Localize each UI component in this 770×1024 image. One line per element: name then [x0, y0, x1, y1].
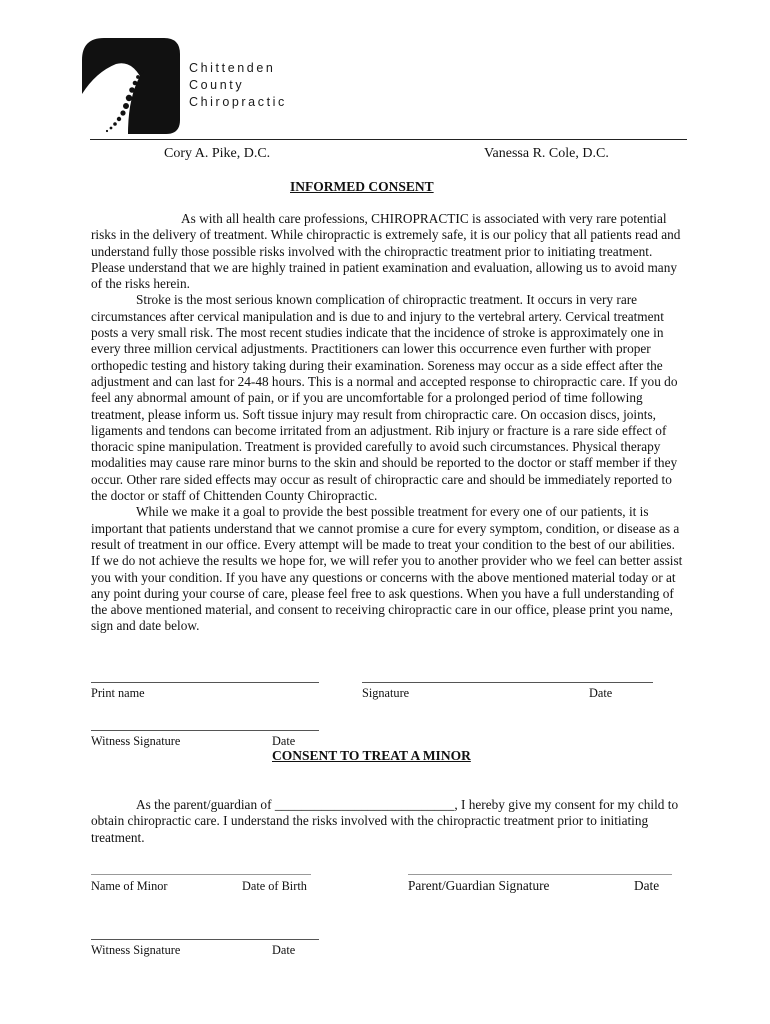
print-name-label: Print name	[91, 686, 145, 700]
witness-signature-label: Witness Signature	[91, 734, 181, 748]
minor-witness-signature-line[interactable]	[91, 939, 319, 940]
clinic-logo	[80, 36, 184, 136]
informed-consent-title: INFORMED CONSENT	[290, 179, 434, 194]
signature-date-label: Date	[589, 686, 613, 700]
consent-paragraph: Stroke is the most serious known complication of chiropractic treatment. It occurs in very rare circumstances after cervical manipulation and is due to and injury to the vertebral artery. Cervical treatment posts a very small risk. The most recent studies indicate that the incidence of stroke is approximately one in every three million cervical adjustments. Practitioners can lower this occurrence even further with proper orthopedic testing and history taking during their examination. Soreness may occur as a side effect after the adjustment and can last for 24-48 hours. This is a normal and accepted response to chiropractic care. If you do feel any abnormal amount of pain, or if you are uncomfortable for a prolonged period of time following treatment, please inform us. Soft tissue injury may result from chiropractic care. On occasion discs, joints, ligaments and tendons can become irritated from an adjustment. Rib injury or fracture is a rare side effect of thoracic spine manipulation. Treatment is provided carefully to avoid such circumstances. Physical therapy modalities may cause rare minor burns to the skin and should be reported to the doctor or staff member if they occur. Other rare sided effects may occur as result of chiropractic care and should be immediately reported to the doctor or staff of Chittenden County Chiropractic.	[91, 292, 678, 504]
minor-witness-signature-label: Witness Signature	[91, 943, 181, 957]
parent-signature-line[interactable]	[408, 874, 672, 875]
name-of-minor-line[interactable]	[91, 874, 311, 875]
minor-consent-paragraph: As the parent/guardian of ___________________________, I hereby give my consent for my child to obtain chiropractic care. I understand the risks involved with the chiropractic treatment prior to initiating treatment.	[91, 797, 679, 845]
doctor-name-right: Vanessa R. Cole, D.C.	[484, 146, 609, 161]
clinic-name	[189, 60, 287, 111]
minor-consent-title: CONSENT TO TREAT A MINOR	[272, 748, 471, 763]
parent-signature-label: Parent/Guardian Signature	[408, 878, 550, 893]
witness-date-label: Date	[272, 734, 296, 748]
minor-witness-date-label: Date	[272, 943, 296, 957]
clinic-name-line-3: Chiropractic	[189, 95, 287, 109]
name-of-minor-label: Name of Minor	[91, 879, 168, 893]
clinic-name-line-1: Chittenden	[189, 61, 276, 75]
consent-paragraph: As with all health care professions, CHIROPRACTIC is associated with very rare potential risks in the delivery of treatment. While chiropractic is extremely safe, it is our policy that all patients read and understand fully those possible risks involved with the chiropractic treatment prior to initiating treatment. Please understand that we are highly trained in patient examination and evaluation, allowing us to avoid many of the risks herein.	[91, 211, 681, 292]
signature-label: Signature	[362, 686, 410, 700]
consent-paragraph: While we make it a goal to provide the best possible treatment for every one of our patients, it is important that patients understand that we cannot promise a cure for every symptom, condition, or disease as a result of treatment in our office. Every attempt will be made to treat your condition to the best of our abilities. If we do not achieve the results we hope for, we will refer you to another provider who we feel can better assist you with your condition. If you have any questions or concerns with the above mentioned material today or at any point during your course of care, please feel free to ask questions. When you have a full understanding of the above mentioned material, and consent to receiving chiropractic care in our office, please print you name, sign and date below.	[91, 504, 683, 634]
doctor-name-left: Cory A. Pike, D.C.	[164, 146, 271, 161]
parent-date-label: Date	[634, 878, 660, 893]
informed-consent-body	[91, 211, 687, 635]
signature-line[interactable]	[362, 682, 653, 683]
clinic-name-line-2: County	[189, 78, 245, 92]
header-rule	[90, 139, 687, 140]
print-name-line[interactable]	[91, 682, 319, 683]
minor-consent-body	[91, 797, 687, 846]
date-of-birth-label: Date of Birth	[242, 879, 307, 893]
witness-signature-line[interactable]	[91, 730, 319, 731]
